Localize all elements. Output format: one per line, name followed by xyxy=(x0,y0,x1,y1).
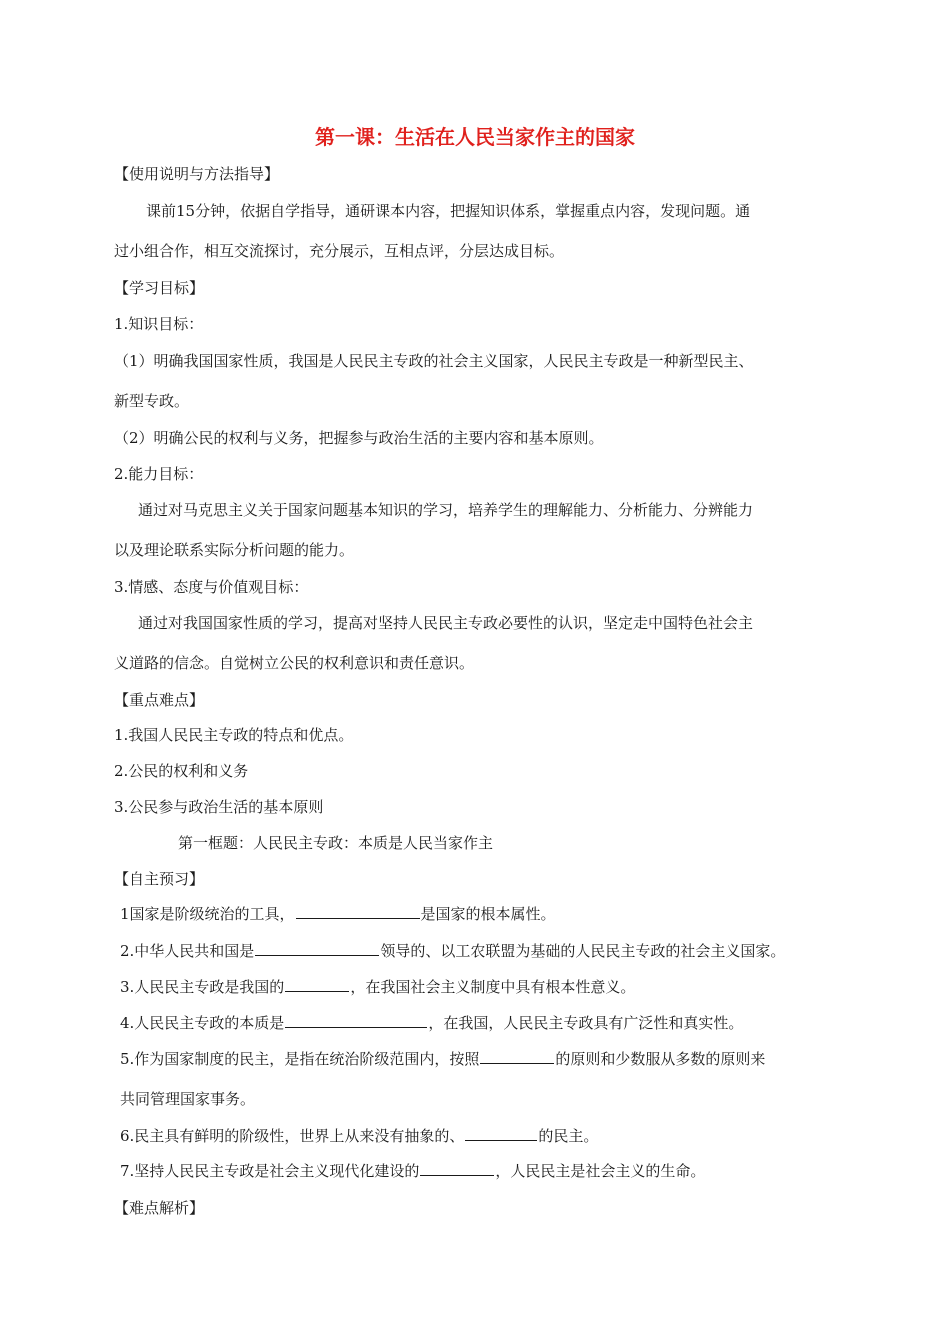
emotion-goal-text-cont: 义道路的信念。自觉树立公民的权利意识和责任意识。 xyxy=(114,654,475,672)
knowledge-goal-label: 1.知识目标： xyxy=(114,315,204,333)
ability-goal-label: 2.能力目标： xyxy=(114,465,204,483)
key-point-item: 1.我国人民民主专政的特点和优点。 xyxy=(114,726,354,744)
usage-text-line: 课前15分钟，依据自学指导，通研课本内容，把握知识体系，掌握重点内容，发现问题。通 xyxy=(146,202,751,220)
key-point-item: 2.公民的权利和义务 xyxy=(114,762,249,780)
knowledge-goal-item: （1）明确我国国家性质，我国是人民民主专政的社会主义国家，人民民主专政是一种新型民主、 xyxy=(114,352,754,370)
preview-heading: 【自主预习】 xyxy=(114,870,205,888)
preview-question-7: 7.坚持人民民主专政是社会主义现代化建设的 ，人民民主是社会主义的生命。 xyxy=(120,1162,706,1180)
goals-heading: 【学习目标】 xyxy=(114,279,205,297)
answer-blank[interactable] xyxy=(465,1126,537,1141)
preview-question-4: 4.人民民主专政的本质是 ，在我国，人民民主专政具有广泛性和真实性。 xyxy=(120,1014,744,1032)
answer-blank[interactable] xyxy=(285,977,349,992)
answer-blank[interactable] xyxy=(285,1013,427,1028)
key-points-heading: 【重点难点】 xyxy=(114,691,205,709)
knowledge-goal-item-cont: 新型专政。 xyxy=(114,392,190,410)
ability-goal-text: 通过对马克思主义关于国家问题基本知识的学习，培养学生的理解能力、分析能力、分辨能力 xyxy=(138,501,754,519)
answer-blank[interactable] xyxy=(480,1049,554,1064)
frame-title: 第一框题：人民民主专政：本质是人民当家作主 xyxy=(178,834,494,852)
preview-question-2: 2.中华人民共和国是 领导的、以工农联盟为基础的人民民主专政的社会主义国家。 xyxy=(120,942,786,960)
preview-question-5: 5.作为国家制度的民主，是指在统治阶级范围内，按照 的原则和少数服从多数的原则来 xyxy=(120,1050,766,1068)
difficulty-heading: 【难点解析】 xyxy=(114,1199,205,1217)
answer-blank[interactable] xyxy=(255,941,379,956)
preview-question-3: 3.人民民主专政是我国的 ，在我国社会主义制度中具有根本性意义。 xyxy=(120,978,636,996)
answer-blank[interactable] xyxy=(296,904,420,919)
emotion-goal-label: 3.情感、态度与价值观目标： xyxy=(114,578,309,596)
emotion-goal-text: 通过对我国国家性质的学习，提高对坚持人民民主专政必要性的认识，坚定走中国特色社会主 xyxy=(138,614,754,632)
usage-text-line: 过小组合作，相互交流探讨，充分展示，互相点评，分层达成目标。 xyxy=(114,242,565,260)
page-title: 第一课：生活在人民当家作主的国家 xyxy=(315,125,635,149)
preview-question-5-cont: 共同管理国家事务。 xyxy=(120,1090,256,1108)
preview-question-1: 1国家是阶级统治的工具， 是国家的根本属性。 xyxy=(120,905,556,923)
usage-heading: 【使用说明与方法指导】 xyxy=(114,165,280,183)
ability-goal-text-cont: 以及理论联系实际分析问题的能力。 xyxy=(114,541,355,559)
knowledge-goal-item: （2）明确公民的权利与义务，把握参与政治生活的主要内容和基本原则。 xyxy=(114,429,604,447)
preview-question-6: 6.民主具有鲜明的阶级性，世界上从来没有抽象的、 的民主。 xyxy=(120,1127,599,1145)
answer-blank[interactable] xyxy=(420,1161,494,1176)
key-point-item: 3.公民参与政治生活的基本原则 xyxy=(114,798,324,816)
